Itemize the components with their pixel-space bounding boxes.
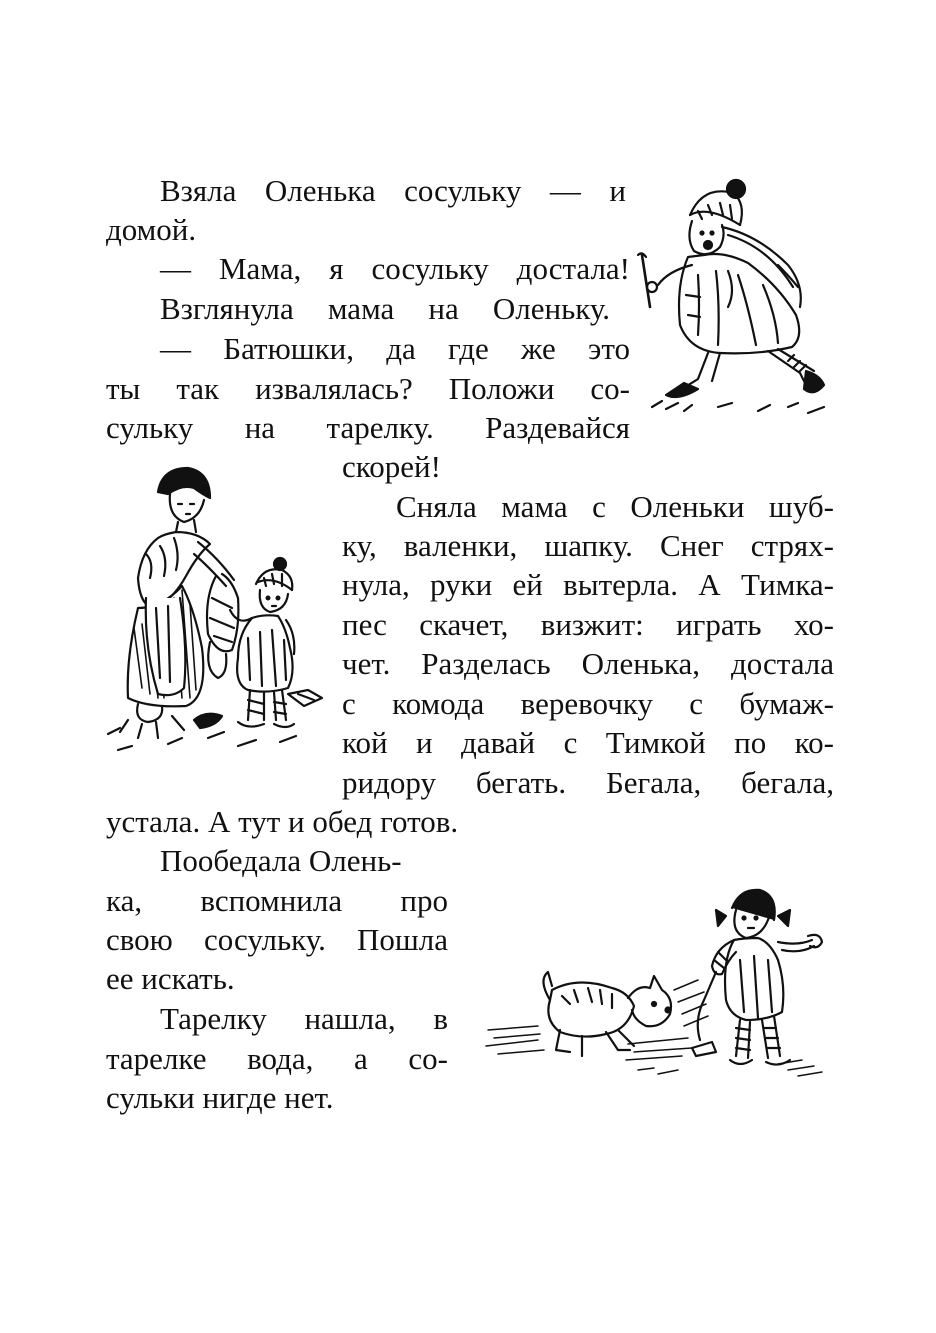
text-line: сульки нигде нет. [106,1080,334,1115]
text-line: сульку на тарелку. Раздевайся [106,410,630,445]
text-line: ты так извалялась? Положи со- [106,371,630,406]
girl-with-dog-illustration [478,880,836,1080]
text-line: Взглянула мама на Оленьку. [160,291,610,326]
text-line: свою сосульку. Пошла [106,922,448,957]
girl-running-illustration [628,175,838,420]
text-line: домой. [106,212,197,247]
text-line: ридору бегать. Бегала, бегала, [342,765,834,800]
text-line: Пообедала Олень- [160,843,402,878]
text-line: — Батюшки, да где же это [160,331,630,366]
text-line: пес скачет, визжит: играть хо- [342,607,834,642]
text-line: кой и давай с Тимкой по ко- [342,725,834,760]
text-line: чет. Разделась Оленька, достала [342,646,834,681]
text-line: устала. А тут и обед готов. [106,804,459,839]
text-line: — Мама, я сосульку достала! [160,251,630,286]
text-line: ее искать. [106,961,235,996]
text-line: Тарелку нашла, в [160,1001,448,1036]
text-line: с комода веревочку с бумаж- [342,686,834,721]
text-line: нула, руки ей вытерла. А Тимка- [342,567,834,602]
text-line: Сняла мама с Оленьки шуб- [396,489,834,524]
text-line: скорей! [342,449,441,484]
text-line: тарелке вода, а со- [106,1041,448,1076]
text-line: ку, валенки, шапку. Снег стрях- [342,528,834,563]
mother-undressing-girl-illustration [98,458,330,762]
text-line: ка, вспомнила про [106,883,448,918]
text-line: Взяла Оленька сосульку — и [160,173,626,208]
